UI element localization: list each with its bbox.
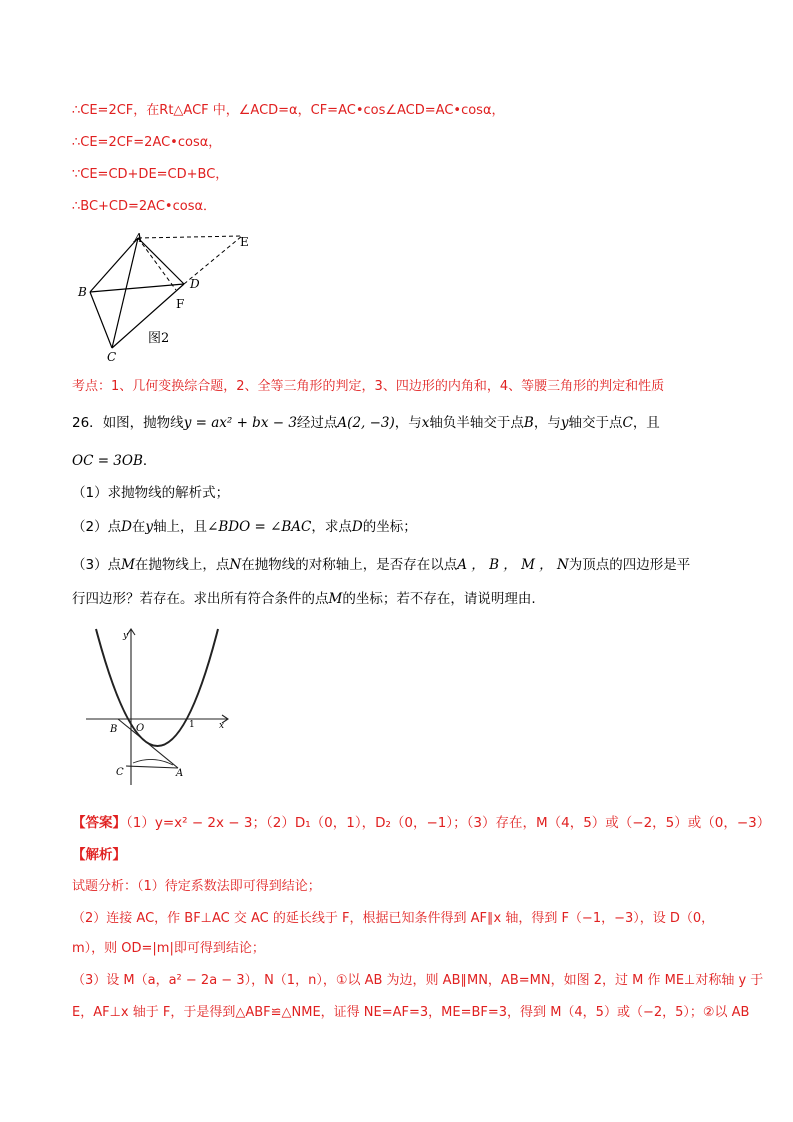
proof-line-1: ∴CE=2CF，在Rt△ACF 中，∠ACD=α，CF=AC•cos∠ACD=AC•cosα， — [72, 103, 505, 118]
question-26-intro: 26．如图，抛物线y = ax² + bx − 3经过点A(2, −3)，与x轴负半轴交于点B，与y轴交于点C，且 — [72, 415, 660, 431]
answer-line — [72, 814, 770, 832]
label-C: C — [116, 767, 124, 778]
label-O: O — [136, 723, 145, 734]
label-one: 1 — [189, 720, 195, 730]
segment-BC — [90, 292, 112, 348]
label-E: E — [240, 235, 249, 249]
proof-line-4: ∴BC+CD=2AC•cosα． — [72, 199, 217, 214]
question-26-condition: OC = 3OB． — [72, 453, 157, 469]
analysis-line-1: 试题分析：（1）待定系数法即可得到结论； — [72, 879, 321, 894]
sketch-mark — [133, 759, 173, 765]
proof-line-2: ∴CE=2CF=2AC•cosα， — [72, 135, 222, 150]
point-A: A(2, −3) — [337, 415, 395, 431]
answer-tag: 【答案】 — [72, 815, 126, 831]
label-D: D — [190, 277, 200, 291]
segment-AD — [138, 238, 184, 284]
segment-BD — [90, 284, 184, 292]
label-A: A — [134, 231, 143, 245]
question-part-1: （1）求抛物线的解析式； — [72, 485, 230, 501]
proof-line-3: ∵CE=CD+DE=CD+BC， — [72, 167, 229, 182]
question-part-2: （2）点D在y轴上，且∠BDO = ∠BAC，求点D的坐标； — [72, 519, 417, 535]
analysis-line-2: （2）连接 AC，作 BF⊥AC 交 AC 的延长线于 F，根据已知条件得到 AF∥x 轴，得到 F（−1，−3），设 D（0， — [72, 911, 715, 926]
parabola-equation: y = ax² + bx − 3 — [183, 415, 297, 431]
segment-AF — [138, 238, 176, 290]
label-C: C — [107, 350, 117, 364]
segment-BA — [118, 719, 178, 768]
question-part-3-cont: 行四边形？若存在。求出所有符合条件的点M的坐标；若不存在，请说明理由. — [72, 591, 536, 607]
segment-CA — [126, 766, 178, 768]
kaodian-line: 考点：1、几何变换综合题，2、全等三角形的判定，3、四边形的内角和，4、等腰三角形的判定和性质 — [72, 379, 665, 394]
label-F: F — [176, 297, 185, 311]
label-B: B — [78, 285, 87, 299]
segment-AB — [90, 238, 138, 292]
segment-AC — [112, 238, 138, 348]
figure-2 — [72, 228, 262, 368]
segment-AE — [138, 236, 242, 238]
label-A: A — [176, 768, 184, 779]
label-B: B — [110, 724, 118, 735]
analysis-line-4: （3）设 M（a，a² − 2a − 3），N（1，n），①以 AB 为边，则 AB∥MN，AB=MN，如图 2，过 M 作 ME⊥对称轴 y 于 — [72, 973, 764, 988]
label-y: y — [123, 631, 129, 641]
question-part-3: （3）点M在抛物线上，点N在抛物线的对称轴上，是否存在以点A ， B ， M ， N为顶点的四边形是平 — [72, 557, 691, 573]
parabola-graph — [78, 625, 238, 791]
figure-caption: 图2 — [148, 331, 170, 346]
analysis-line-3: m），则 OD=|m|即可得到结论； — [72, 941, 265, 956]
answer-text: （1）y=x² − 2x − 3；（2）D₁（0，1），D₂（0，−1）；（3）存在，M（4，5）或（−2，5）或（0，−3） — [126, 815, 771, 831]
analysis-line-5: E，AF⊥x 轴于 F，于是得到△ABF≌△NME，证得 NE=AF=3，ME=BF=3，得到 M（4，5）或（−2，5）；②以 AB — [72, 1005, 750, 1020]
question-number: 26． — [72, 415, 103, 431]
analysis-tag: 【解析】 — [72, 847, 126, 863]
label-x: x — [219, 721, 225, 731]
